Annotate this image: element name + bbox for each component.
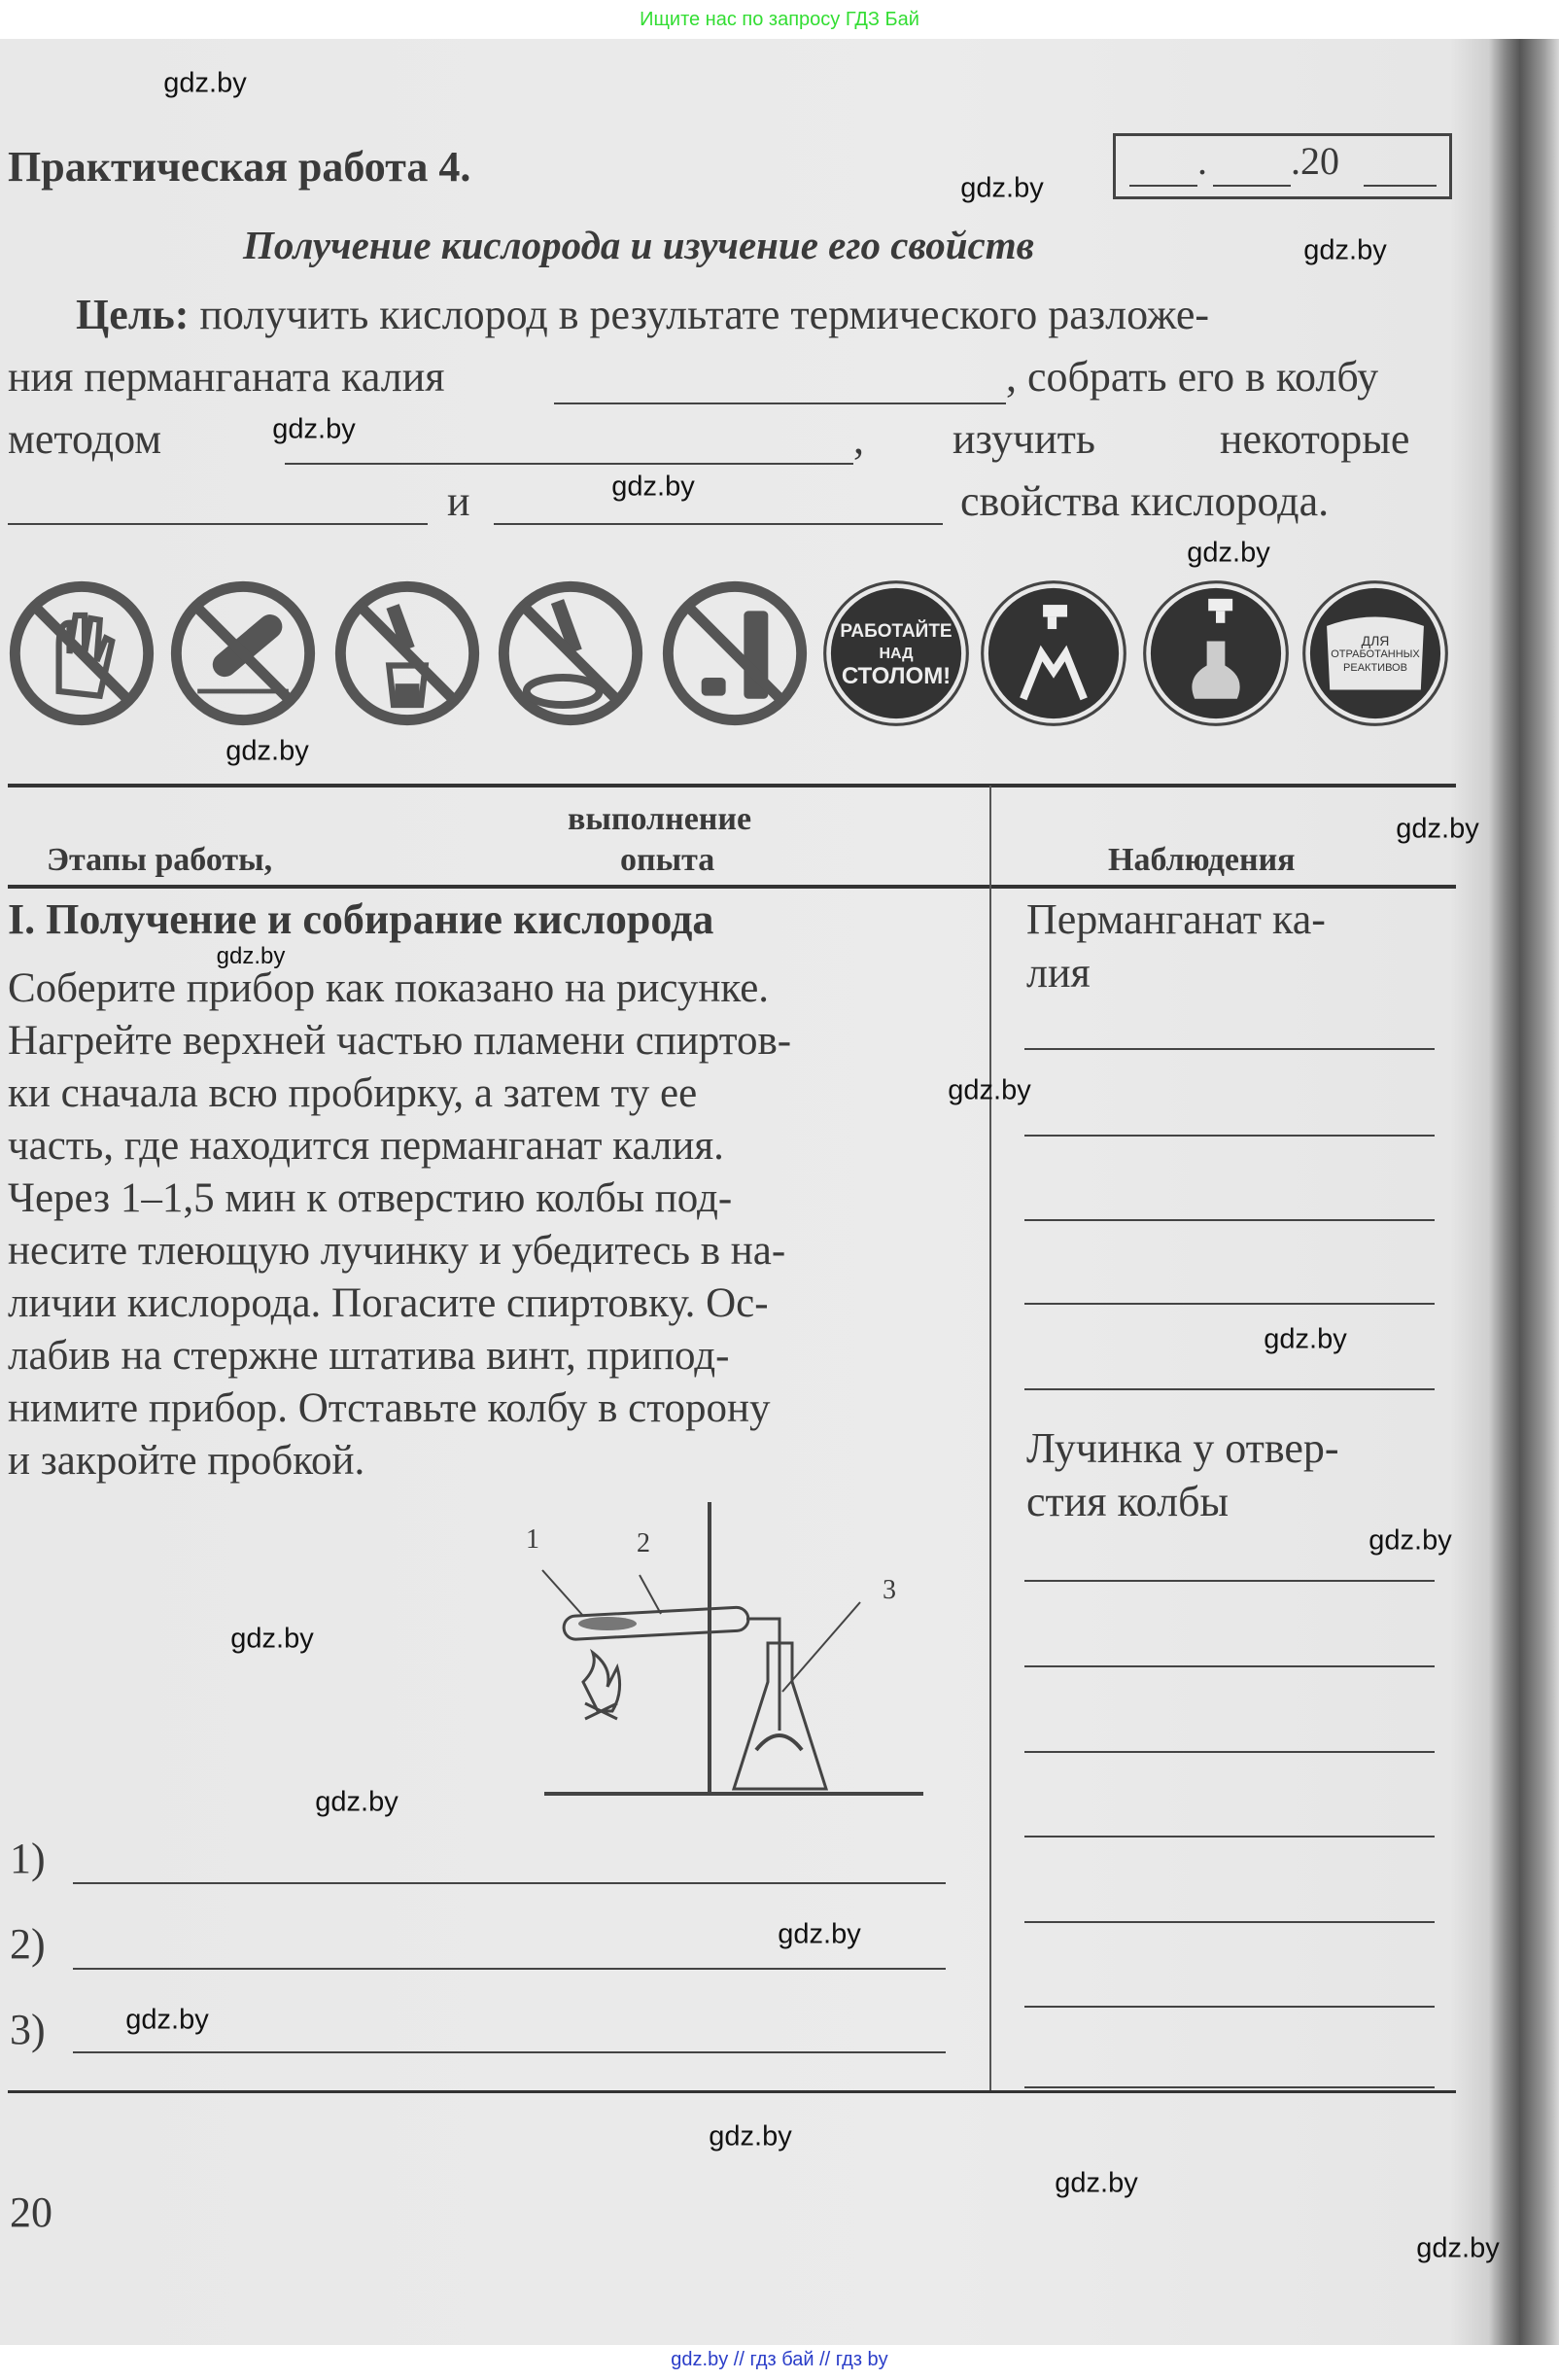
no-touch-icon bbox=[6, 578, 157, 729]
no-pour-in-sink-icon bbox=[495, 578, 646, 729]
observation-label: лия bbox=[1026, 949, 1091, 997]
date-box bbox=[1113, 133, 1452, 199]
goal-text: методом bbox=[8, 415, 162, 463]
watermark: gdz.by bbox=[272, 413, 356, 445]
table-top-rule bbox=[8, 784, 1456, 788]
observation-line[interactable] bbox=[1024, 1135, 1435, 1137]
answer-line[interactable] bbox=[73, 1968, 946, 1970]
watermark: gdz.by bbox=[225, 735, 309, 767]
column-header: выполнение bbox=[568, 801, 752, 837]
goal-text: некоторые bbox=[1220, 415, 1410, 463]
subtitle: Получение кислорода и изучение его свойств bbox=[243, 223, 1034, 267]
page-title: Практическая работа 4. bbox=[8, 143, 471, 191]
sign-text: РАБОТАЙТЕ bbox=[840, 621, 953, 642]
watermark: gdz.by bbox=[1303, 234, 1387, 266]
observation-line[interactable] bbox=[1024, 1580, 1435, 1582]
sign-text: НАД bbox=[879, 646, 914, 662]
watermark: gdz.by bbox=[948, 1074, 1031, 1106]
observation-line[interactable] bbox=[1024, 1751, 1435, 1753]
observation-label: стия колбы bbox=[1026, 1478, 1230, 1525]
instruction-line: личии кислорода. Погасите спиртовку. Ос- bbox=[8, 1280, 769, 1326]
observation-line[interactable] bbox=[1024, 1219, 1435, 1221]
blank-field[interactable] bbox=[554, 402, 1006, 404]
column-header: опыта bbox=[620, 842, 715, 878]
date-year: .20 bbox=[1291, 139, 1339, 183]
sign-text: ОТРАБОТАННЫХ bbox=[1331, 648, 1420, 660]
watermark: gdz.by bbox=[1264, 1323, 1347, 1355]
waste-reagents-icon bbox=[1299, 578, 1451, 729]
observation-line[interactable] bbox=[1024, 1836, 1435, 1838]
watermark: gdz.by bbox=[1055, 2167, 1138, 2199]
watermark: gdz.by bbox=[1368, 1524, 1452, 1557]
no-food-near-reagents-icon bbox=[659, 578, 811, 729]
watermark: gdz.by bbox=[125, 2004, 209, 2036]
watermark: gdz.by bbox=[315, 1786, 398, 1818]
watermark: gdz.by bbox=[1416, 2232, 1500, 2264]
page-number: 20 bbox=[10, 2188, 52, 2236]
observation-line[interactable] bbox=[1024, 2006, 1435, 2008]
rinse-flask-icon bbox=[1140, 578, 1292, 729]
watermark: gdz.by bbox=[709, 2120, 792, 2152]
section-title: I. Получение и собирание кислорода bbox=[8, 895, 714, 943]
instruction-line: лабив на стержне штатива винт, припод- bbox=[8, 1333, 730, 1379]
goal-text: получить кислород в результате термического разложе- bbox=[199, 291, 1210, 338]
diagram-label: 2 bbox=[637, 1528, 650, 1558]
no-pour-in-glass-icon bbox=[331, 578, 483, 729]
instruction-line: ки сначала всю пробирку, а затем ту ее bbox=[8, 1070, 698, 1116]
watermark: gdz.by bbox=[163, 67, 247, 99]
goal-label: Цель: bbox=[76, 291, 190, 338]
answer-line[interactable] bbox=[73, 1882, 946, 1884]
date-blank-month[interactable] bbox=[1213, 185, 1291, 187]
work-over-table-icon bbox=[820, 578, 972, 729]
table-column-divider bbox=[989, 786, 991, 2092]
watermark: gdz.by bbox=[1187, 537, 1270, 569]
observation-line[interactable] bbox=[1024, 2086, 1435, 2088]
observation-line[interactable] bbox=[1024, 1921, 1435, 1923]
table-bottom-rule bbox=[8, 2090, 1456, 2093]
instruction-line: несите тлеющую лучинку и убедитесь в на- bbox=[8, 1228, 786, 1274]
goal-text: изучить bbox=[953, 415, 1095, 463]
workbook-page bbox=[0, 39, 1559, 2345]
blank-field[interactable] bbox=[285, 463, 853, 465]
answer-number: 1) bbox=[10, 1835, 46, 1882]
blank-field[interactable] bbox=[494, 523, 943, 525]
answer-number: 2) bbox=[10, 1920, 46, 1968]
observation-line[interactable] bbox=[1024, 1665, 1435, 1667]
no-taste-icon bbox=[167, 578, 319, 729]
watermark: gdz.by bbox=[1396, 813, 1479, 845]
footer-links[interactable]: gdz.by // гдз бай // гдз by bbox=[0, 2345, 1559, 2380]
instruction-line: и закройте пробкой. bbox=[8, 1438, 365, 1484]
date-dot: . bbox=[1197, 139, 1207, 183]
goal-text: , собрать его в колбу bbox=[1006, 353, 1379, 401]
wash-hands-icon bbox=[978, 578, 1129, 729]
goal-line-1 bbox=[76, 290, 1209, 339]
goal-text: ния перманганата калия bbox=[8, 353, 445, 401]
date-blank-day[interactable] bbox=[1129, 185, 1197, 187]
instructions bbox=[8, 962, 791, 1488]
watermark: gdz.by bbox=[778, 1918, 861, 1950]
table-header-rule bbox=[8, 885, 1456, 889]
diagram-label: 1 bbox=[526, 1524, 539, 1555]
watermark: gdz.by bbox=[216, 943, 286, 969]
instruction-line: Соберите прибор как показано на рисунке. bbox=[8, 965, 770, 1011]
goal-text: и bbox=[447, 477, 470, 525]
goal-text: , bbox=[853, 415, 864, 463]
blank-field[interactable] bbox=[8, 523, 428, 525]
watermark: gdz.by bbox=[230, 1623, 314, 1655]
instruction-line: Через 1–1,5 мин к отверстию колбы под- bbox=[8, 1175, 733, 1221]
observation-line[interactable] bbox=[1024, 1048, 1435, 1050]
observation-line[interactable] bbox=[1024, 1303, 1435, 1305]
observation-label: Лучинка у отвер- bbox=[1026, 1424, 1339, 1472]
watermark: gdz.by bbox=[960, 172, 1044, 204]
sign-text: СТОЛОМ! bbox=[841, 663, 952, 689]
sign-text: ДЛЯ bbox=[1361, 633, 1390, 648]
instruction-line: Нагрейте верхней частью пламени спиртов- bbox=[8, 1018, 792, 1064]
diagram-label: 3 bbox=[883, 1575, 896, 1605]
answer-number: 3) bbox=[10, 2006, 46, 2053]
column-header: Этапы работы, bbox=[47, 842, 273, 878]
instruction-line: нимите прибор. Отставьте колбу в сторону bbox=[8, 1385, 771, 1431]
column-header: Наблюдения bbox=[1108, 842, 1296, 878]
answer-line[interactable] bbox=[73, 2051, 946, 2053]
observation-label: Перманганат ка- bbox=[1026, 895, 1326, 943]
goal-text: свойства кислорода. bbox=[960, 477, 1330, 525]
watermark: gdz.by bbox=[611, 471, 695, 503]
instruction-line: часть, где находится перманганат калия. bbox=[8, 1123, 724, 1169]
top-banner[interactable]: Ищите нас по запросу ГДЗ Бай bbox=[0, 0, 1559, 39]
sign-text: РЕАКТИВОВ bbox=[1343, 662, 1407, 674]
date-blank-year[interactable] bbox=[1364, 185, 1437, 187]
oxygen-apparatus-diagram bbox=[525, 1497, 933, 1808]
observation-line[interactable] bbox=[1024, 1388, 1435, 1390]
